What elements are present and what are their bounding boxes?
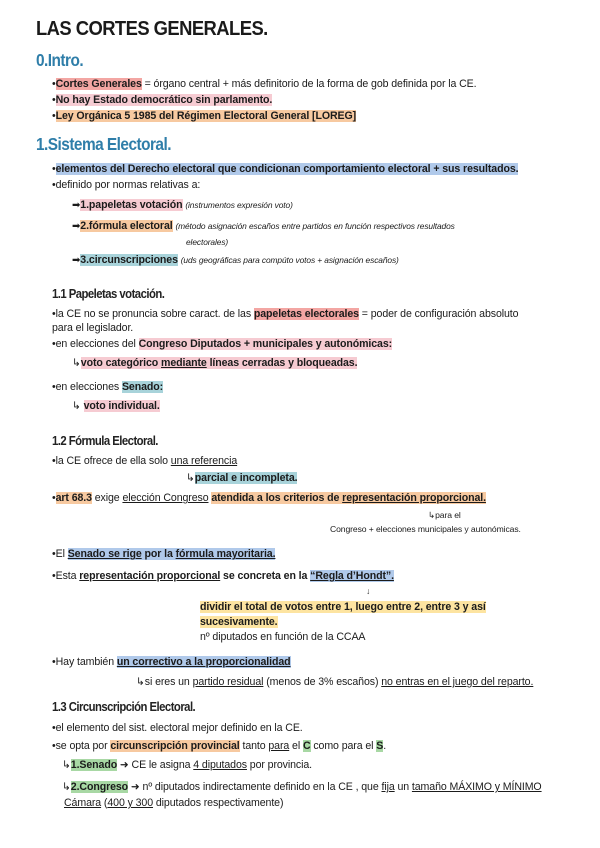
subheading-formula: 1.2 Fórmula Electoral. <box>52 434 158 448</box>
intro-line-1: •Cortes Generales = órgano central + más definitorio de la forma de gob definida por la CE. <box>52 78 477 90</box>
formula-line-3: •art 68.3 exige elección Congreso atendida a los criterios de representación proporcional. <box>52 492 486 504</box>
return-arrow-icon: ↳ <box>72 357 81 369</box>
intro-line-3: •Ley Orgánica 5 1985 del Régimen Electoral General [LOREG] <box>52 110 357 122</box>
return-arrow-icon: ↳ <box>136 676 145 688</box>
circ-line-4: ↳2.Congreso ➜ nº diputados indirectamente definido en la CE , que fija un tamaño MÁXIMO y MÍNIMO <box>62 781 542 793</box>
papeletas-line-5: ↳ voto individual. <box>72 400 160 412</box>
sistema-item-1: ➡1.papeletas votación (instrumentos expresión voto) <box>72 199 293 211</box>
papeletas-line-1-cont: para el legislador. <box>52 322 134 334</box>
formula-line-9: sucesivamente. <box>200 616 278 628</box>
return-arrow-icon: ↳ <box>428 510 436 520</box>
papeletas-line-4: •en elecciones Senado: <box>52 381 164 393</box>
papeletas-line-1: •la CE no se pronuncia sobre caract. de las papeletas electorales = poder de configuración absoluto <box>52 308 519 320</box>
arrow-right-icon: ➡ <box>72 221 81 232</box>
section-heading-sistema: 1.Sistema Electoral. <box>36 134 171 154</box>
sistema-line-1: •elementos del Derecho electoral que condicionan comportamiento electoral + sus resultados. <box>52 163 519 175</box>
down-arrow-icon: ↓ <box>366 586 371 596</box>
intro-line-2: •No hay Estado democrático sin parlamento. <box>52 94 273 106</box>
arrow-right-icon: ➡ <box>72 255 81 266</box>
formula-line-2: ↳parcial e incompleta. <box>186 472 298 484</box>
return-arrow-icon: ↳ <box>186 472 195 484</box>
formula-line-8: dividir el total de votos entre 1, luego entre 2, entre 3 y así <box>200 601 486 613</box>
arrow-right-icon: ➡ <box>72 200 81 211</box>
circ-line-1: •el elemento del sist. electoral mejor definido en la CE. <box>52 722 303 734</box>
subheading-papeletas: 1.1 Papeletas votación. <box>52 287 165 301</box>
subheading-circunscripcion: 1.3 Circunscripción Electoral. <box>52 700 196 714</box>
section-heading-intro: 0.Intro. <box>36 50 84 70</box>
return-arrow-icon: ↳ <box>62 781 71 793</box>
circ-line-3: ↳1.Senado ➜ CE le asigna 4 diputados por provincia. <box>62 759 313 771</box>
return-arrow-icon: ↳ <box>72 400 81 412</box>
sistema-item-2: ➡2.fórmula electoral (método asignación escaños entre partidos en función respectivos resultados <box>72 220 455 232</box>
formula-line-6: •El Senado se rige por la fórmula mayoritaria. <box>52 548 276 560</box>
formula-line-7: •Esta representación proporcional se concreta en la “Regla d’Hondt”. <box>52 570 394 582</box>
formula-line-1: •la CE ofrece de ella solo una referencia <box>52 455 238 467</box>
circ-line-2: •se opta por circunscripción provincial tanto para el C como para el S. <box>52 740 387 752</box>
sistema-item-2-cont: electorales) <box>186 237 229 247</box>
formula-line-11: •Hay también un correctivo a la proporcionalidad <box>52 656 291 668</box>
formula-line-10: nº diputados en función de la CCAA <box>200 631 366 643</box>
sistema-item-3: ➡3.circunscripciones (uds geográficas para compúto votos + asignación escaños) <box>72 254 399 266</box>
page-title: LAS CORTES GENERALES. <box>36 18 268 40</box>
formula-line-4: ↳para el <box>428 510 461 520</box>
return-arrow-icon: ↳ <box>62 759 71 771</box>
circ-line-5: Cámara (400 y 300 diputados respectivamente) <box>64 797 284 809</box>
formula-line-5: Congreso + elecciones municipales y autonómicas. <box>330 524 521 534</box>
formula-line-12: ↳si eres un partido residual (menos de 3% escaños) no entras en el juego del reparto. <box>136 676 534 688</box>
papeletas-line-2: •en elecciones del Congreso Diputados + municipales y autonómicas: <box>52 338 393 350</box>
sistema-line-2: •definido por normas relativas a: <box>52 179 201 191</box>
papeletas-line-3: ↳voto categórico mediante líneas cerradas y bloqueadas. <box>72 357 358 369</box>
